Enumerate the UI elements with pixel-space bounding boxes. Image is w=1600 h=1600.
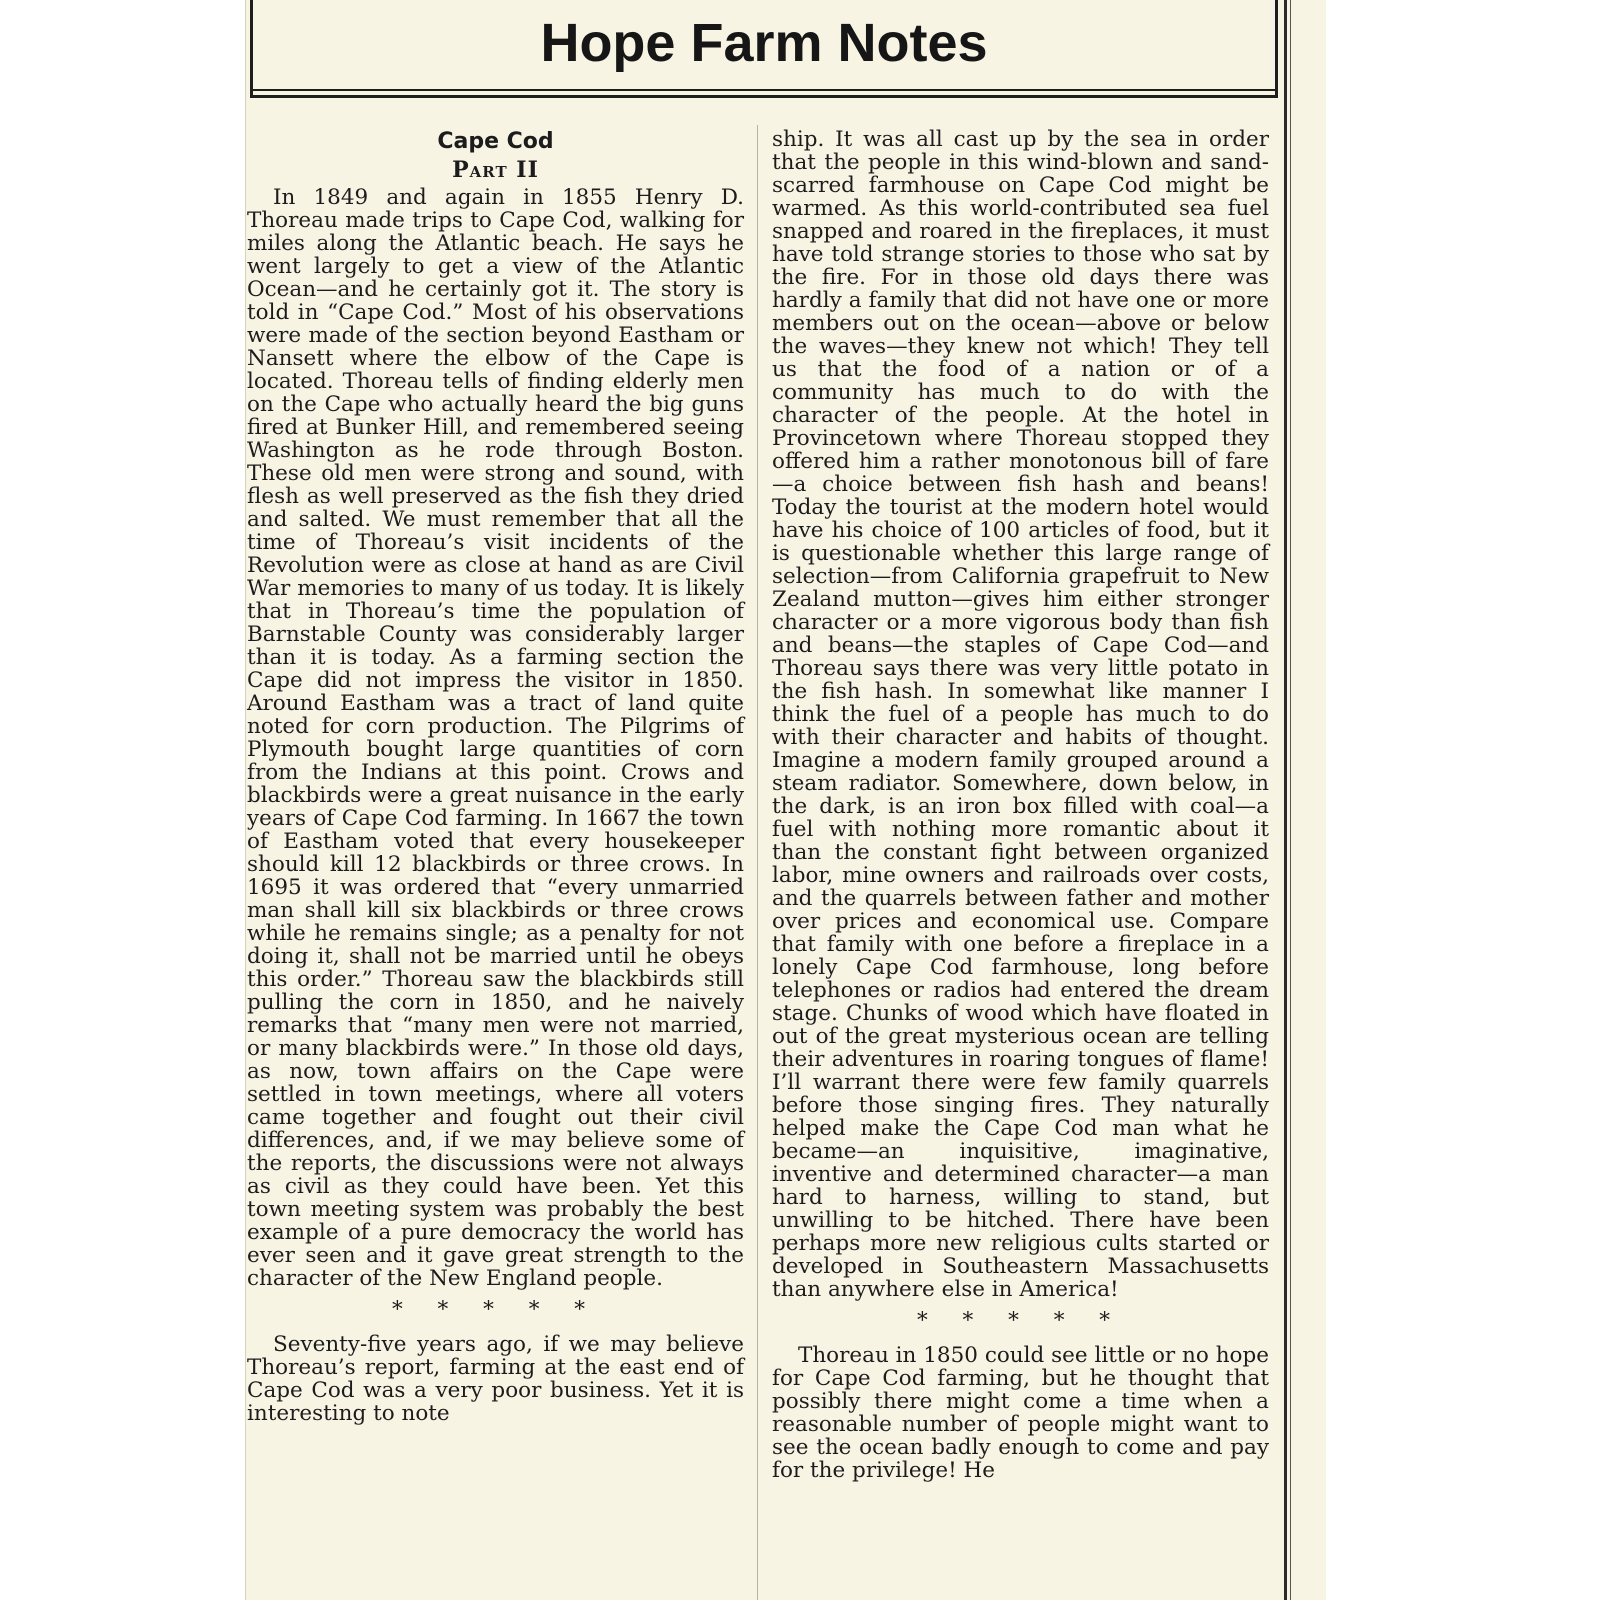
right-column	[772, 128, 1269, 1482]
section-separator: * * * * *	[391, 1297, 600, 1322]
paragraph: Seventy-five years ago, if we may believe Thoreau’s report, farming at the east end of Cape Cod was a very poor business. Yet it is interesting to note	[247, 1332, 744, 1426]
page-border-rule	[1284, 0, 1287, 1600]
page-title: Hope Farm Notes	[540, 13, 988, 73]
article-title: Cape Cod	[437, 129, 554, 154]
section-separator: * * * * *	[916, 1308, 1125, 1333]
article-part: Part II	[452, 157, 539, 183]
paragraph: Thoreau in 1850 could see little or no hope for Cape Cod farming, but he thought that possibly there might come a time when a reasonable number of people might want to see the ocean badly enough to come and pay for the privilege! He	[772, 1343, 1269, 1483]
column-divider	[757, 125, 758, 1600]
left-column	[247, 128, 744, 1425]
paragraph: In 1849 and again in 1855 Henry D. Thoreau made trips to Cape Cod, walking for miles along the Atlantic beach. He says he went largely to get a view of the Atlantic Ocean—and he certainly got it. The story is told in “Cape Cod.” Most of his observations were made of the section beyond Eastham or Nansett where the elbow of the Cape is located. Thoreau tells of finding elderly men on the Cape who actually heard the big guns fired at Bunker Hill, and remembered seeing Washington as he rode through Boston. These old men were strong and sound, with flesh as well preserved as the fish they dried and salted. We must remember that all the time of Thoreau’s visit incidents of the Revolution were as close at hand as are Civil War memories to many of us today. It is likely that in Thoreau’s time the population of Barnstable County was considerably larger than it is today. As a farming section the Cape did not impress the visitor in 1850. Around Eastham was a tract of land quite noted for corn production. The Pilgrims of Plymouth bought large quantities of corn from the Indians at this point. Crows and blackbirds were a great nuisance in the early years of Cape Cod farming. In 1667 the town of Eastham voted that every housekeeper should kill 12 blackbirds or three crows. In 1695 it was ordered that “every unmarried man shall kill six blackbirds or three crows while he remains single; as a penalty for not doing it, shall not be married until he obeys this order.” Thoreau saw the blackbirds still pulling the corn in 1850, and he naively remarks that “many men were not married, or many blackbirds were.” In those old days, as now, town affairs on the Cape were settled in town meetings, where all voters came together and fought out their civil differences, and, if we may believe some of the reports, the discussions were not always as civil as they could have been. Yet this town meeting system was probably the best example of a pure democracy the world has ever seen and it gave great strength to the character of the New England people.	[247, 185, 744, 1291]
page-border-rule-thin	[1290, 0, 1291, 1600]
paragraph: ship. It was all cast up by the sea in order that the people in this wind-blown and sand-scarred farmhouse on Cape Cod might be warmed. As this world-contributed sea fuel snapped and roared in the fireplaces, it must have told strange stories to those who sat by the fire. For in those old days there was hardly a family that did not have one or more members out on the ocean—above or below the waves—they knew not which! They tell us that the food of a nation or of a community has much to do with the character of the people. At the hotel in Provincetown where Thoreau stopped they offered him a rather monotonous bill of fare—a choice between fish hash and beans! Today the tourist at the modern hotel would have his choice of 100 articles of food, but it is questionable whether this large range of selection—from California grapefruit to New Zealand mutton—gives him either stronger character or a more vigorous body than fish and beans—the staples of Cape Cod—and Thoreau says there was very little potato in the fish hash. In somewhat like manner I think the fuel of a people has much to do with their character and habits of thought. Imagine a modern family grouped around a steam radiator. Somewhere, down below, in the dark, is an iron box filled with coal—a fuel with nothing more romantic about it than the constant fight between organized labor, mine owners and railroads over costs, and the quarrels between father and mother over prices and economical use. Compare that family with one before a fireplace in a lonely Cape Cod farmhouse, long before telephones or radios had entered the dream stage. Chunks of wood which have floated in out of the great mysterious ocean are telling their adventures in roaring tongues of flame! I’ll warrant there were few family quarrels before those singing fires. They naturally helped make the Cape Cod man what he became—an inquisitive, imaginative, inventive and determined character—a man hard to harness, willing to stand, but unwilling to be hitched. There have been perhaps more new religious cults started or developed in Southeastern Massachusetts than anywhere else in America!	[772, 127, 1269, 1302]
